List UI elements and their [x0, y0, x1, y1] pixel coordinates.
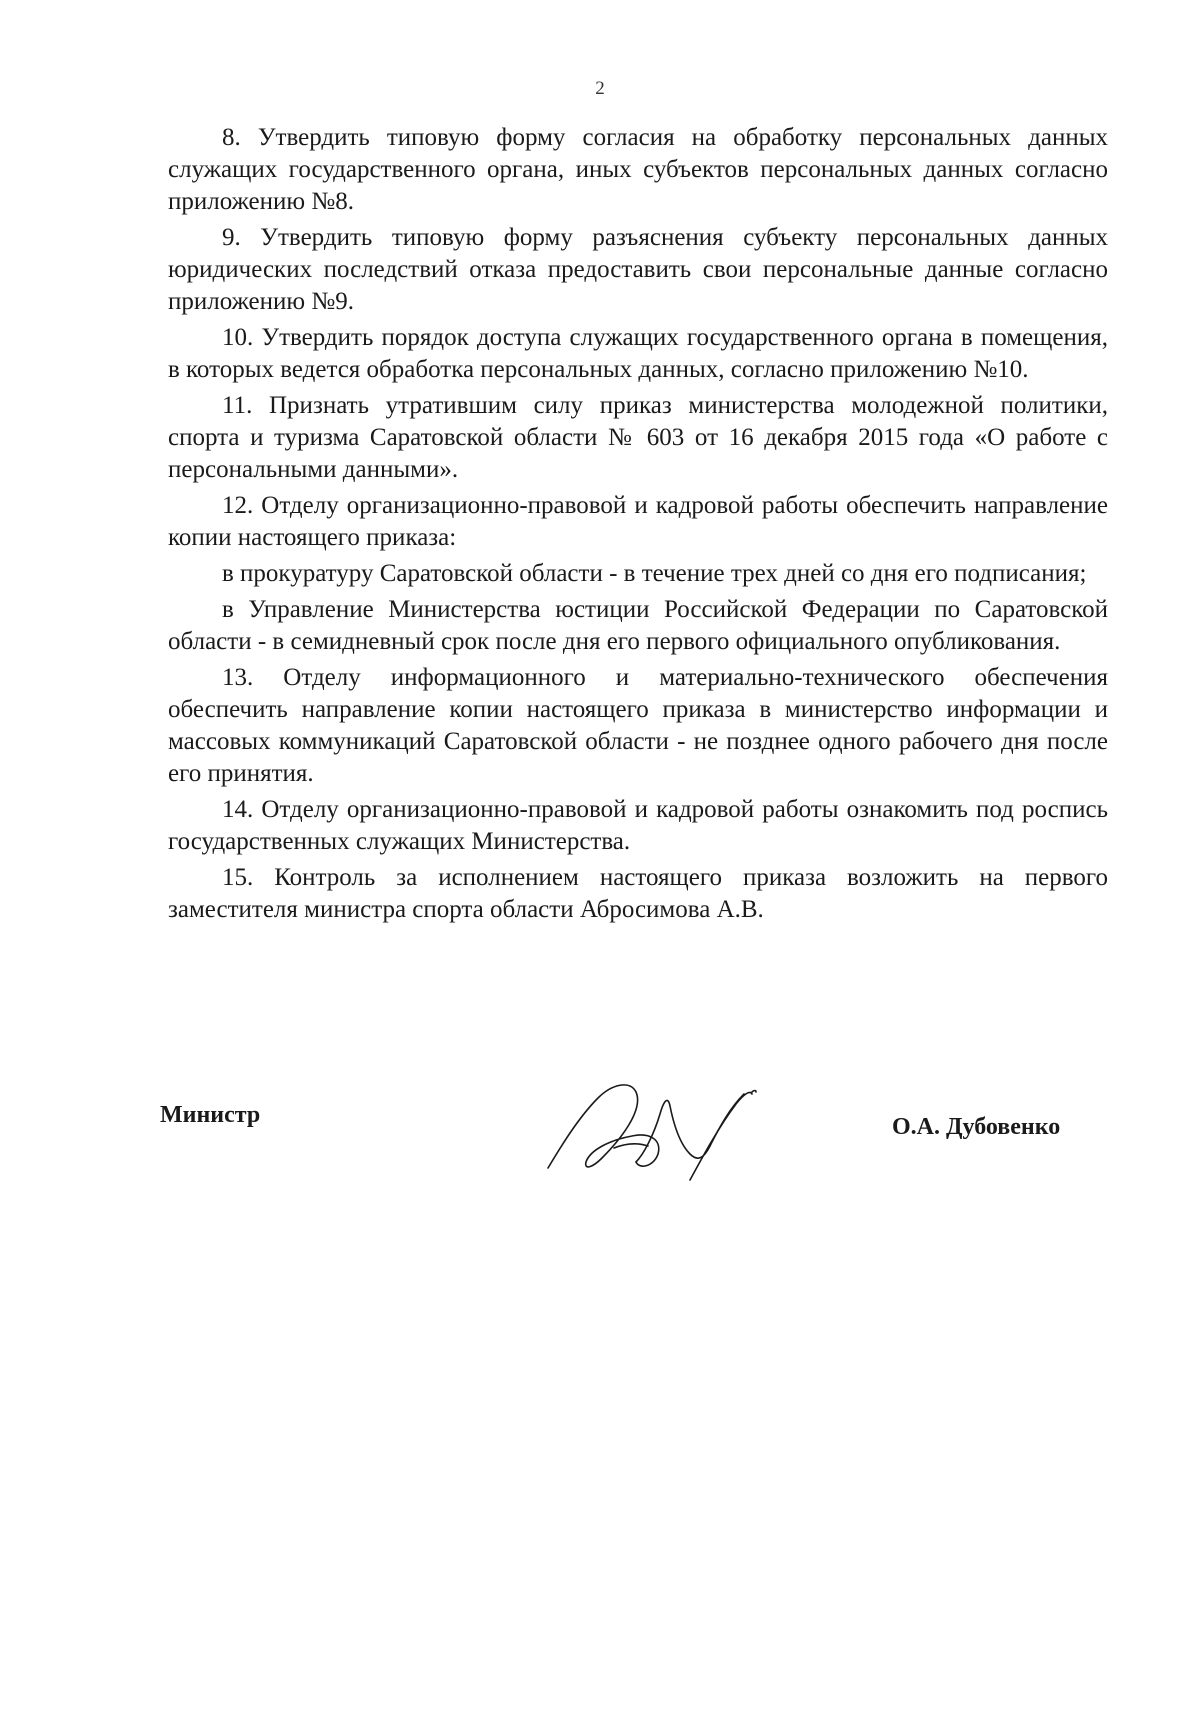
signatory-name: О.А. Дубовенко [892, 1114, 1061, 1140]
page-number: 2 [595, 78, 605, 99]
paragraph-item-10: 10. Утвердить порядок доступа служащих государственного органа в помещения, в которых ведется обработка персональных данных, согласно приложению №10. [168, 324, 1108, 383]
paragraph-item-12: 12. Отделу организационно-правовой и кадровой работы обеспечить направление копии настоящего приказа: [168, 492, 1108, 551]
paragraph-item-13: 13. Отделу информационного и материально-технического обеспечения обеспечить направление копии настоящего приказа в министерство информации и массовых коммуникаций Саратовской области - не позднее одного рабочего дня после его принятия. [168, 664, 1108, 787]
signature-block [0, 1070, 1200, 1200]
handwritten-signature [540, 1070, 780, 1190]
signatory-title: Министр [160, 1102, 261, 1128]
paragraph-item-12-justice: в Управление Министерства юстиции Российской Федерации по Саратовской области - в семидневный срок после дня его первого официального опубликования. [168, 596, 1108, 655]
paragraph-item-14: 14. Отделу организационно-правовой и кадровой работы ознакомить под роспись государственных служащих Министерства. [168, 796, 1108, 855]
paragraph-item-9: 9. Утвердить типовую форму разъяснения субъекту персональных данных юридических последствий отказа предоставить свои персональные данные согласно приложению №9. [168, 224, 1108, 315]
paragraph-item-15: 15. Контроль за исполнением настоящего приказа возложить на первого заместителя министра спорта области Абросимова А.В. [168, 864, 1108, 923]
paragraph-item-11: 11. Признать утратившим силу приказ министерства молодежной политики, спорта и туризма Саратовской области № 603 от 16 декабря 2015 года «О работе с персональными данными». [168, 392, 1108, 483]
paragraph-item-12-prosecutor: в прокуратуру Саратовской области - в течение трех дней со дня его подписания; [222, 560, 1087, 587]
paragraph-item-8: 8. Утвердить типовую форму согласия на обработку персональных данных служащих государственного органа, иных субъектов персональных данных согласно приложению №8. [168, 124, 1108, 215]
order-body [168, 122, 1108, 930]
